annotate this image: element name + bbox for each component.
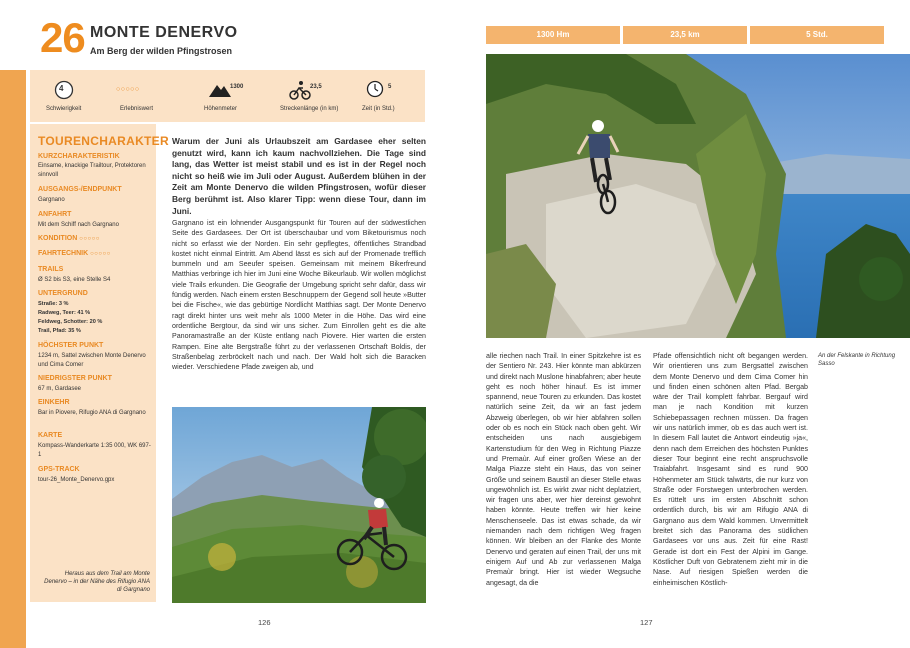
stat-difficulty [40, 70, 86, 122]
photo-illustration [172, 407, 426, 603]
elevation-value: 1300 [230, 84, 244, 90]
stat-label: Streckenlänge (in km) [280, 106, 339, 112]
clock-icon [366, 80, 384, 98]
photo-mountain-biker-meadow [172, 407, 426, 603]
distance-value: 23,5 [310, 84, 322, 90]
anfahrt-label: ANFAHRT [38, 211, 72, 218]
stat-label: Schwierigkeit [46, 106, 82, 112]
difficulty-value: 4 [59, 84, 64, 93]
karte-label: KARTE [38, 432, 63, 439]
page-number-right: 127 [640, 618, 653, 627]
trails-label: TRAILS [38, 266, 64, 273]
stat-label: Höhenmeter [204, 106, 238, 112]
niedrigster-value: 67 m, Gardasee [38, 386, 82, 392]
kurzchar-label: KURZCHARAKTERISTIK [38, 153, 120, 160]
tour-number: 26 [40, 14, 85, 61]
rating-dots-icon: ○○○○○ [116, 86, 140, 93]
photo-illustration [486, 54, 910, 338]
karte-value: Kompass-Wanderkarte 1:35 000, WK 697-1 [38, 443, 151, 458]
ausgang-label: AUSGANGS-/ENDPUNKT [38, 186, 122, 193]
page-edge-bar [0, 70, 26, 648]
untergrund-line: Trail, Pfad: 35 % [38, 328, 81, 334]
kondition-dots: ○○○○○ [79, 236, 100, 242]
photo-caption-right: An der Felskante in Richtung Sasso [818, 353, 896, 367]
stat-box-time: 5 Std. [750, 26, 884, 44]
anfahrt-value: Mit dem Schiff nach Gargnano [38, 222, 119, 228]
stat-box-elevation: 1300 Hm [486, 26, 620, 44]
untergrund-line: Straße: 3 % [38, 301, 69, 307]
body-text-left: Gargnano ist ein lohnender Ausgangspunkt für Touren auf der südwestlichen Seite des Gardasees. Der Ort ist überschaubar und vom Biketourismus noch nicht so erfasst wie der Norden. Ein sehr gepflegtes, öffentliches Strandbad kostet nicht einmal Eintritt. Am Abend lässt es sich auf der Promenade trefflich bummeln und am Seeufer speisen. Gemeinsam mit meinem Bikerfreund Matthias verbringe ich hier im Juni eine Woche Bikeurlaub. Wir wollen möglichst viele Trails erkunden. Die Geografie der Umgebung spricht sehr dafür, dass wir fündig werden. Nach einem ersten Beschnuppern der Gegend soll heute »Butter bei die Fische«, wie das gebürtige Nordlicht Matthias sagt. Der Monte Denervo ragt direkt hinter uns weit mehr als 1000 Meter in die Höhe. Das wird eine ordentliche Bergtour, da sind wir uns sicher. Zum Einrollen geht es die alte Panoramastraße an der Küste entlang nach Piovere. Hier warten die ersten Rampen. Eine alte Bergstraße führt zu der verlassenen Ortschaft Boldis, der Straßenbelag zerbröckelt nach und nach. Der Wald holt sich die Baracken wieder. Verschiedene Pfade zweigen ab, und [172, 219, 426, 372]
ausgang-value: Gargnano [38, 197, 65, 203]
intro-paragraph: Warum der Juni als Urlaubszeit am Gardasee eher selten genutzt wird, kann ich kaum nachvollziehen. Die Tage sind lang, das Wetter ist meist stabil und es ist in der Regel noch nicht so heiß wie im Juli oder August. Außerdem blühen in der Zeit am Monte Denervo die wilden Pfingstrosen, wofür dieser Berg berühmt ist. Also klarer Tipp: wenn diese Tour, dann im Juni. [172, 136, 426, 216]
gps-value: tour-26_Monte_Denervo.gpx [38, 477, 115, 483]
stat-elevation [200, 70, 260, 122]
stats-bar [30, 70, 425, 122]
untergrund-line: Radweg, Teer: 41 % [38, 310, 91, 316]
hoechster-value: 1234 m, Sattel zwischen Monte Denervo und Cima Comer [38, 353, 146, 368]
kondition-row [38, 235, 100, 242]
niedrigster-label: NIEDRIGSTER PUNKT [38, 375, 112, 382]
body-text-right-col1: alle riechen nach Trail. In einer Spitzkehre ist es der Sentiero Nr. 243. Hier könnte man abkürzen und direkt nach Muslone hinabfahren; aber heute geht es noch höher hinauf. Es ist immer spannend, neue Touren zu erkunden. Das kostet natürlich seine Zeit, da wir an fast jedem Abzweig überlegen, ob wir hier abfahren sollen oder ob es noch ein Stück nach oben geht. Wir entscheiden uns nach ausgiebigem Kartenstudium für den Weg in Richtung Piazze und Premaùr. Auf einer großen Wiese an der Malga Piazze steht ein Haus, das von seiner Größe und seinem Baustil an dieser Stelle etwas ungewöhnlich ist. Es wirkt zwar nicht deplatziert, wir fragen uns aber, wer hier dereinst gewohnt haben könnte. Heute treffen wir hier keine Menschenseele. Das ist etwas schade, da wir niemanden nach dem richtigen Weg fragen können. Wir bleiben an der Flanke des Monte Denervo und geraten auf einen Trail, der uns mit einigem Auf und Ab zur verlassenen Malga Premaùr bringt. Hier ist wieder Wegsuche angesagt, da die [486, 352, 641, 587]
tour-title: MONTE DENERVO [90, 24, 238, 41]
gps-label: GPS-TRACK [38, 466, 80, 473]
fahrtechnik-dots: ○○○○○ [90, 251, 111, 257]
trails-value: Ø S2 bis S3, eine Stelle S4 [38, 277, 111, 283]
time-value: 5 [388, 84, 392, 90]
untergrund-label: UNTERGRUND [38, 290, 88, 297]
stat-time [358, 70, 408, 122]
stat-experience [110, 70, 164, 122]
photo-mountain-biker-rock-edge [486, 54, 910, 338]
tour-subtitle: Am Berg der wilden Pfingstrosen [90, 46, 233, 56]
hoechster-label: HÖCHSTER PUNKT [38, 342, 104, 349]
page-number-left: 126 [258, 618, 271, 627]
untergrund-line: Feldweg, Schotter: 20 % [38, 319, 103, 325]
stat-label: Erlebniswert [120, 106, 154, 112]
photo-caption-left: Heraus aus dem Trail am Monte Denervo – in der Nähe des Rifugio ANA di Gargnano [44, 571, 150, 593]
stat-distance [282, 70, 342, 122]
stat-box-distance: 23,5 km [623, 26, 747, 44]
kurzchar-value: Einsame, knackige Trailtour, Protektoren sinnvoll [38, 163, 146, 178]
einkehr-label: EINKEHR [38, 399, 70, 406]
einkehr-value: Bar in Piovere, Rifugio ANA di Gargnano [38, 410, 146, 416]
kondition-label: KONDITION [38, 235, 78, 242]
fahrtechnik-label: FAHRTECHNIK [38, 250, 89, 257]
fahrtechnik-row [38, 250, 111, 257]
sidebar-heading: TOURENCHARAKTER [38, 134, 169, 148]
body-text-right-col2: Pfade offensichtlich nicht oft begangen werden. Wir orientieren uns zum Bergsattel zwischen dem Monte Denervo und dem Cima Comer hin und finden einen schönen alten Pfad. Bergab wäre der Trail komplett fahrbar. Bergauf wird man je nach Kondition mit kurzen Schiebepassagen rechnen müssen. Da fragen wir uns natürlich immer, ob es das auch wert ist. In diesem Fall lautet die Antwort eindeutig »ja«, denn nach dem Erreichen des höchsten Punktes dieser Tour beginnt eine recht anspruchsvolle Traiabfahrt. Insgesamt sind es rund 900 Höhenmeter am Stück talwärts, die nur kurz von Straße oder Forstwegen unterbrochen werden. Es rüttelt uns im ersten Abschnitt schon ordentlich durch, bis wir am Rifugio ANA di Gargnano aus dem Wald kommen. Unvermittelt breitet sich das Panorama des südlichen Gardasees vor uns aus. Zeit für eine Rast! Gerade ist dort ein Fest der Alpini im Gange. Köstlicher Duft von Gebratenem zieht mir in die Nase. Auf riesigen Spießen werden die einheimischen Köstlich- [653, 352, 808, 587]
stat-label: Zeit (in Std.) [362, 106, 395, 112]
difficulty-circle-icon [54, 80, 74, 100]
mountain-icon [208, 80, 232, 98]
cyclist-icon [288, 80, 312, 100]
